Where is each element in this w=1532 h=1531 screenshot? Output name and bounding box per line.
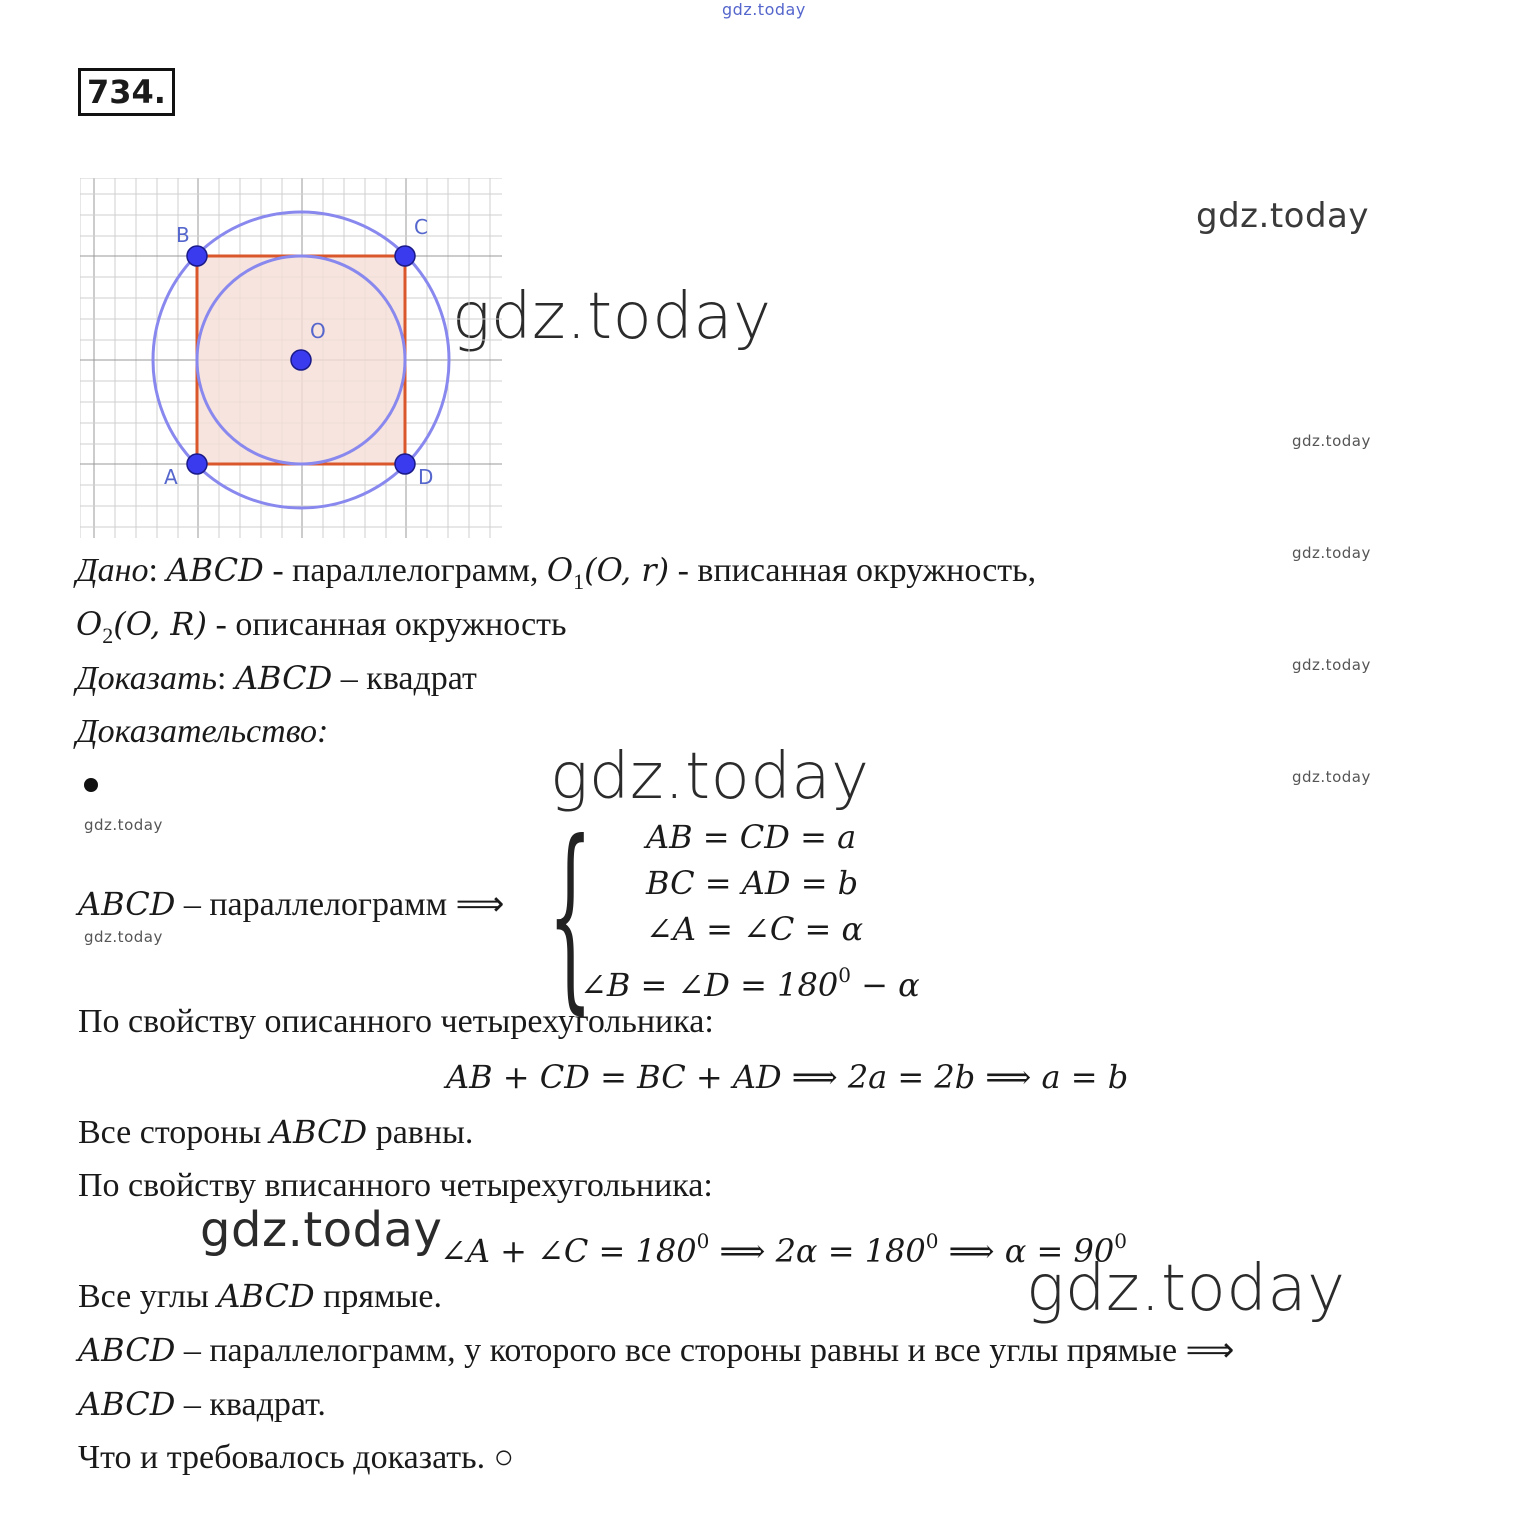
prop-described: По свойству описанного четырехугольника: <box>78 1003 714 1040</box>
conclusion-1: ABCD – параллелограмм, у которого все стороны равны и все углы прямые ⟹ <box>78 1331 1235 1369</box>
bullet-point <box>84 778 98 792</box>
system-lhs: ABCD – параллелограмм ⟹ <box>78 885 505 923</box>
geometry-figure <box>80 178 502 538</box>
prop-inscribed: По свойству вписанного четырехугольника: <box>78 1167 713 1204</box>
qed-line: Что и требовалось доказать. ○ <box>78 1439 515 1476</box>
watermark-small: gdz.today <box>84 928 163 946</box>
watermark-center-big: gdz.today <box>550 740 870 814</box>
equation-sides: AB + CD = BC + AD ⟹ 2a = 2b ⟹ a = b <box>446 1058 1129 1096</box>
label-d: D <box>418 465 434 489</box>
point-o <box>291 350 311 370</box>
system-eq-3: ∠A = ∠C = α <box>646 910 864 948</box>
given-label: Дано <box>76 552 149 589</box>
watermark-small: gdz.today <box>1292 544 1371 562</box>
given-line-2: $O_2(O$, R) - описанная окружность <box>76 605 567 648</box>
label-a: A <box>164 465 178 489</box>
angles-right: Все углы ABCD прямые. <box>78 1277 442 1315</box>
label-b: B <box>176 223 190 247</box>
prove-line: Доказать: ABCD – квадрат <box>76 659 477 697</box>
system-eq-4: ∠B = ∠D = $180^0 - \alpha$ <box>580 963 920 1004</box>
watermark-small: gdz.today <box>1292 768 1371 786</box>
point-c <box>395 246 415 266</box>
prove-label: Доказать <box>76 660 217 697</box>
sides-equal: Все стороны ABCD равны. <box>78 1113 474 1151</box>
system-eq-1: AB = CD = a <box>646 818 857 856</box>
point-a <box>187 454 207 474</box>
equation-angles: ∠A + ∠C = $180^0$ ⟹ $2\alpha = 180^0$ ⟹ $\alpha = 90^0$ <box>440 1229 1127 1270</box>
given-line-1: Дано: ABCD - параллелограмм, $O_1(O$, r) - вписанная окружность, <box>76 551 1037 594</box>
watermark-mid: gdz.today <box>200 1202 443 1258</box>
label-c: C <box>414 215 428 239</box>
watermark-top: gdz.today <box>722 0 806 19</box>
watermark-bottom-big: gdz.today <box>1026 1252 1346 1326</box>
abcd: ABCD <box>166 551 264 589</box>
system-brace: { <box>548 799 593 1032</box>
watermark-small: gdz.today <box>1292 656 1371 674</box>
point-d <box>395 454 415 474</box>
label-o: O <box>310 319 326 343</box>
watermark-small: gdz.today <box>84 816 163 834</box>
watermark-small: gdz.today <box>1292 432 1371 450</box>
conclusion-2: ABCD – квадрат. <box>78 1385 326 1423</box>
system-eq-2: BC = AD = b <box>646 864 859 902</box>
problem-number: 734. <box>78 68 175 116</box>
point-b <box>187 246 207 266</box>
watermark-center-big: gdz.today <box>452 280 772 354</box>
proof-label: Доказательство: <box>76 713 329 750</box>
watermark-right: gdz.today <box>1196 196 1369 236</box>
